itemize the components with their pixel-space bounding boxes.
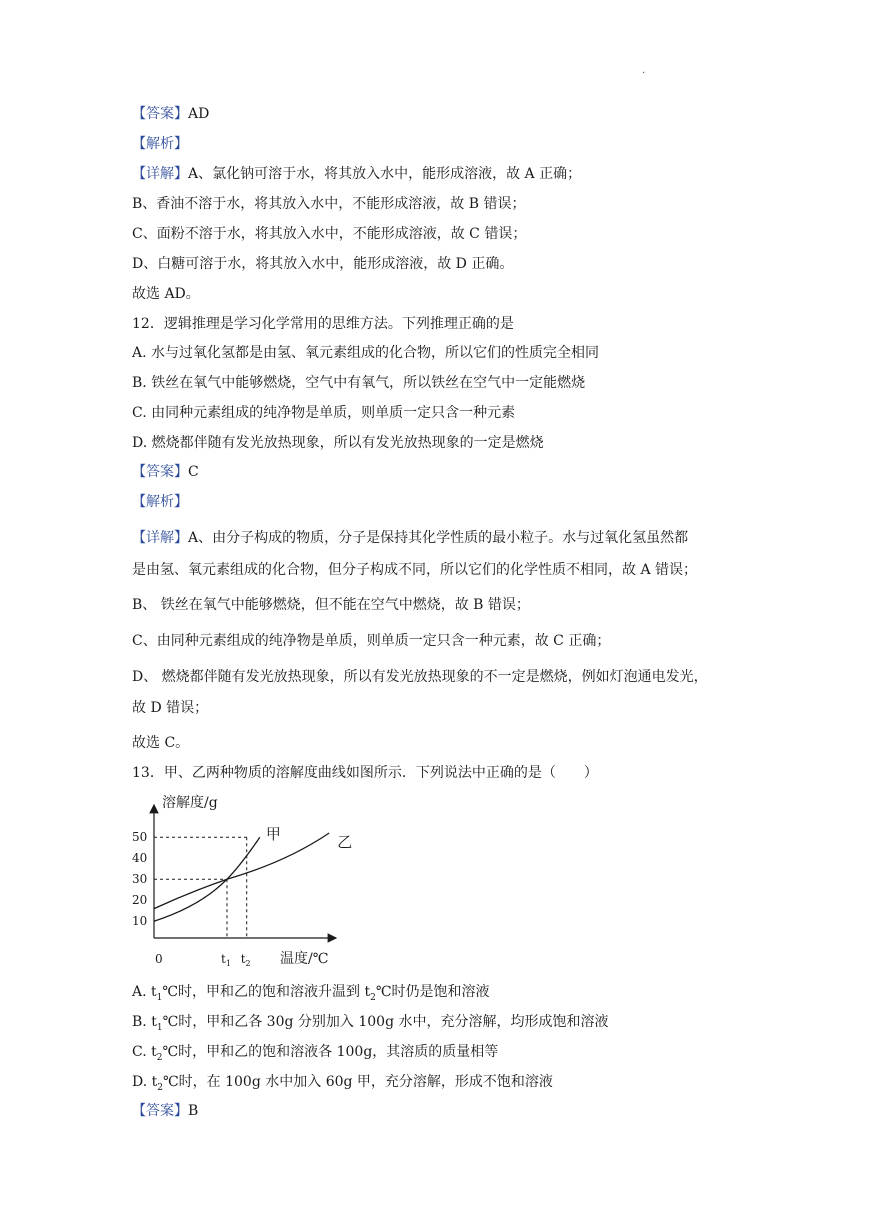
y-axis-label: 溶解度/g bbox=[162, 795, 218, 811]
opt-pre: C. t bbox=[132, 1044, 157, 1060]
q12-answer bbox=[132, 462, 199, 482]
q12-stem: 12．逻辑推理是学习化学常用的思维方法。下列推理正确的是 bbox=[132, 316, 514, 332]
q12-detail-line-2: 是由氢、氧元素组成的化合物，但分子构成不同，所以它们的化学性质不相同，故 A 错误； bbox=[132, 562, 698, 578]
answer-tag: 【答案】 bbox=[132, 464, 188, 480]
y-tick-label: 20 bbox=[132, 893, 148, 908]
q12-detail-line-3: B、 铁丝在氧气中能够燃烧，但不能在空气中燃烧，故 B 错误； bbox=[132, 597, 530, 613]
q13-option-c bbox=[132, 1042, 498, 1064]
opt-mid: ℃时，甲和乙的饱和溶液各 100g，其溶质的质量相等 bbox=[162, 1044, 499, 1060]
answer-value: B bbox=[188, 1103, 199, 1119]
opt-pre: D. t bbox=[132, 1074, 158, 1090]
opt-mid: ℃时，甲和乙的饱和溶液升温到 t bbox=[162, 984, 371, 1000]
q12-detail-line-1 bbox=[132, 528, 688, 548]
curve-yi bbox=[154, 833, 329, 909]
q12-option-c: C. 由同种元素组成的纯净物是单质，则单质一定只含一种元素 bbox=[132, 405, 516, 421]
x-ticks bbox=[221, 952, 251, 968]
curves bbox=[154, 825, 352, 921]
opt-sub: 2 bbox=[157, 1083, 163, 1093]
opt-pre: B. t bbox=[132, 1014, 157, 1030]
detail-11-line-2: B、香油不溶于水，将其放入水中，不能形成溶液，故 B 错误； bbox=[132, 196, 526, 212]
q13-option-d bbox=[132, 1072, 553, 1094]
x-tick-label: $t_1$ bbox=[221, 952, 231, 968]
series-label: 甲 bbox=[265, 825, 281, 844]
y-tick-label: 40 bbox=[132, 851, 148, 866]
opt-sub: 2 bbox=[156, 1053, 163, 1063]
solubility-chart bbox=[126, 783, 386, 978]
analysis-tag: 【解析】 bbox=[132, 494, 188, 510]
y-tick-label: 30 bbox=[132, 872, 148, 887]
q12-option-b: B. 铁丝在氧气中能够燃烧，空气中有氧气，所以铁丝在空气中一定能燃烧 bbox=[132, 375, 586, 391]
origin-label: 0 bbox=[155, 952, 163, 966]
x-axis-label: 温度/℃ bbox=[280, 951, 329, 967]
q13-option-a bbox=[132, 982, 490, 1004]
q13-stem: 13．甲、乙两种物质的溶解度曲线如图所示．下列说法中正确的是（ ） bbox=[132, 765, 598, 781]
curve-jia bbox=[154, 837, 260, 921]
analysis-tag: 【解析】 bbox=[132, 136, 188, 152]
detail-11-line-3: C、面粉不溶于水，将其放入水中，不能形成溶液，故 C 错误； bbox=[132, 226, 527, 242]
y-ticks bbox=[132, 830, 147, 928]
answer-value: C bbox=[188, 464, 199, 480]
detail-11-line-4: D、白糖可溶于水，将其放入水中，能形成溶液，故 D 正确。 bbox=[132, 256, 514, 272]
opt-post: ℃时仍是饱和溶液 bbox=[375, 984, 490, 1000]
y-tick-label: 10 bbox=[132, 914, 148, 929]
detail-11-line-1 bbox=[132, 164, 581, 184]
opt-sub2: 2 bbox=[370, 993, 376, 1003]
answer-tag: 【答案】 bbox=[132, 106, 188, 122]
opt-pre: A. t bbox=[132, 984, 157, 1000]
q12-detail-line-5: D、 燃烧都伴随有发光放热现象，所以有发光放热现象的不一定是燃烧，例如灯泡通电发光， bbox=[132, 669, 708, 685]
page-dot: · bbox=[642, 68, 646, 79]
x-tick-label: $t_2$ bbox=[240, 952, 251, 968]
opt-sub: 1 bbox=[156, 1023, 163, 1033]
series-label: 乙 bbox=[337, 833, 353, 851]
opt-mid: ℃时，在 100g 水中加入 60g 甲，充分溶解，形成不饱和溶液 bbox=[163, 1074, 553, 1090]
q12-analysis bbox=[132, 492, 188, 512]
detail-text: A、氯化钠可溶于水，将其放入水中，能形成溶液，故 A 正确； bbox=[188, 166, 582, 182]
detail-11-conclusion: 故选 AD。 bbox=[132, 286, 200, 302]
q12-detail-line-4: C、由同种元素组成的纯净物是单质，则单质一定只含一种元素，故 C 正确； bbox=[132, 633, 611, 649]
q12-option-d: D. 燃烧都伴随有发光放热现象，所以有发光放热现象的一定是燃烧 bbox=[132, 435, 544, 451]
opt-sub: 1 bbox=[156, 993, 163, 1003]
answer-value: AD bbox=[188, 106, 210, 122]
q12-conclusion: 故选 C。 bbox=[132, 735, 190, 751]
analysis-11 bbox=[132, 134, 188, 154]
q13-option-b bbox=[132, 1012, 608, 1034]
q12-detail-line-6: 故 D 错误； bbox=[132, 700, 209, 716]
answer-tag: 【答案】 bbox=[132, 1103, 188, 1119]
q12-option-a: A. 水与过氧化氢都是由氢、氧元素组成的化合物，所以它们的性质完全相同 bbox=[132, 345, 600, 361]
y-tick-label: 50 bbox=[132, 830, 148, 845]
guide-lines bbox=[154, 837, 247, 938]
detail-tag: 【详解】 bbox=[132, 530, 188, 546]
detail-text: A、由分子构成的物质，分子是保持其化学性质的最小粒子。水与过氧化氢虽然都 bbox=[188, 530, 689, 546]
opt-mid: ℃时，甲和乙各 30g 分别加入 100g 水中，充分溶解，均形成饱和溶液 bbox=[162, 1014, 609, 1030]
q13-answer bbox=[132, 1101, 198, 1121]
answer-11 bbox=[132, 104, 209, 124]
detail-tag: 【详解】 bbox=[132, 166, 188, 182]
